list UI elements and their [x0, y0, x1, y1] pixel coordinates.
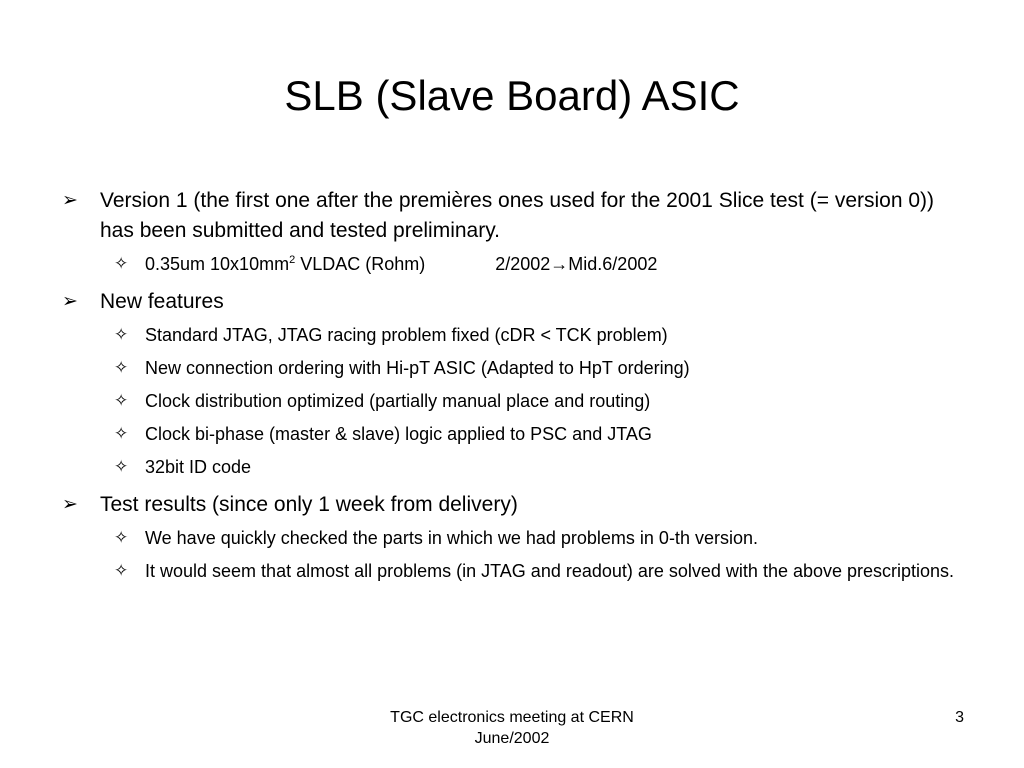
footer-date: June/2002: [474, 730, 550, 747]
star-bullet-icon: ✧: [114, 457, 129, 476]
bullet-text: Test results (since only 1 week from delivery): [100, 493, 518, 516]
star-bullet-icon: ✧: [114, 391, 129, 410]
sub-bullet-item: [62, 320, 972, 350]
star-bullet-icon: ✧: [114, 325, 129, 344]
star-bullet-icon: ✧: [114, 528, 129, 547]
slide-title: SLB (Slave Board) ASIC: [284, 72, 740, 119]
bullet-text: New features: [100, 290, 224, 313]
sub-bullet-text: We have quickly checked the parts in which we had problems in 0-th version.: [145, 528, 758, 548]
page-number: 3: [955, 709, 964, 726]
slide-content: [62, 186, 972, 586]
star-bullet-icon: ✧: [114, 358, 129, 377]
sub-bullet-item: [62, 523, 972, 553]
sub-bullet-text: [145, 254, 657, 274]
footer-meeting: TGC electronics meeting at CERN: [390, 709, 634, 726]
arrow-bullet-icon: ➢: [62, 494, 78, 515]
star-bullet-icon: ✧: [114, 424, 129, 443]
bullet-item: [62, 186, 972, 246]
slide-footer: [0, 707, 1024, 749]
bullet-item: [62, 287, 972, 317]
sub-bullet-text: 32bit ID code: [145, 457, 252, 477]
sub-bullet-item: [62, 452, 972, 482]
star-bullet-icon: ✧: [114, 561, 129, 580]
superscript: 2: [289, 254, 296, 266]
bullet-text: Version 1 (the first one after the premières ones used for the 2001 Slice test (= version 0)) has been submitted and tested preliminary.: [100, 189, 935, 242]
sub-bullet-item: [62, 419, 972, 449]
arrow-bullet-icon: ➢: [62, 190, 78, 211]
chip-vendor: VLDAC (Rohm): [295, 254, 426, 274]
arrow-bullet-icon: ➢: [62, 291, 78, 312]
schedule-date: 2/2002→Mid.6/2002: [495, 254, 658, 274]
sub-bullet-text: Clock bi-phase (master & slave) logic applied to PSC and JTAG: [145, 424, 652, 444]
sub-bullet-item: [62, 249, 972, 279]
bullet-item: [62, 490, 972, 520]
sub-bullet-item: [62, 353, 972, 383]
sub-bullet-item: [62, 386, 972, 416]
chip-spec: 0.35um 10x10mm: [145, 254, 290, 274]
star-bullet-icon: ✧: [114, 254, 129, 273]
sub-bullet-item: [62, 556, 972, 586]
sub-bullet-text: Standard JTAG, JTAG racing problem fixed (cDR < TCK problem): [145, 325, 668, 345]
sub-bullet-text: New connection ordering with Hi-pT ASIC (Adapted to HpT ordering): [145, 358, 690, 378]
sub-bullet-text: Clock distribution optimized (partially manual place and routing): [145, 391, 651, 411]
sub-bullet-text: It would seem that almost all problems (in JTAG and readout) are solved with the above prescriptions.: [145, 561, 955, 581]
